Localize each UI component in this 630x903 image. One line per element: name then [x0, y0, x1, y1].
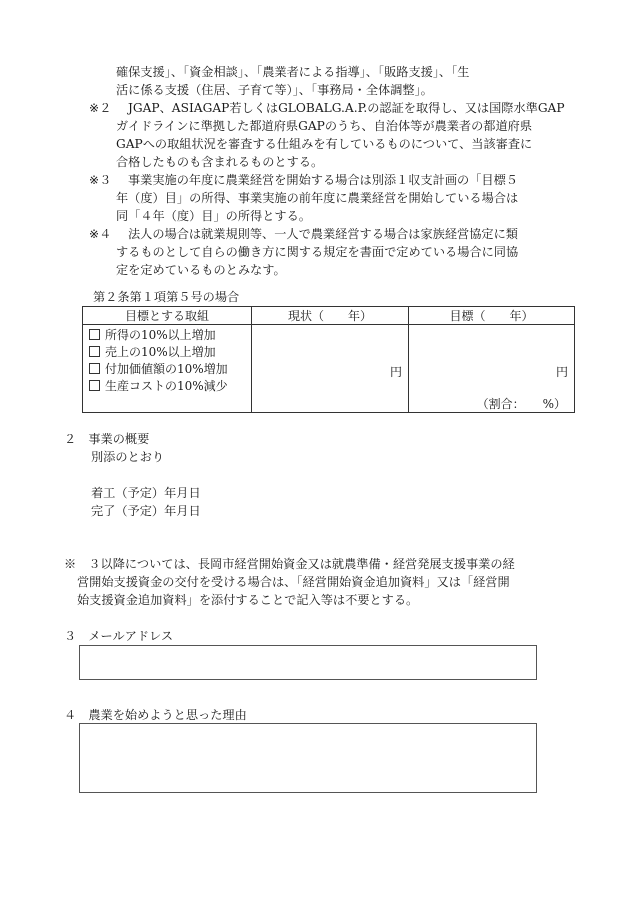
- checkbox-icon[interactable]: [89, 346, 100, 357]
- bottom-note-line-1: ※ ３以降については、長岡市経営開始資金又は就農準備・経営発展支援事業の経: [64, 557, 515, 571]
- section4-heading: ４ 農業を始めようと思った理由: [64, 708, 247, 722]
- note2-line-2: ガイドラインに準拠した都道府県GAPのうち、自治体等が農業者の都道府県: [116, 119, 533, 133]
- bottom-note-line-3: 始支援資金追加資料」を添付することで記入等は不要とする。: [77, 593, 419, 607]
- email-field[interactable]: [79, 645, 537, 680]
- checkbox-icon[interactable]: [89, 329, 100, 340]
- current-value-cell[interactable]: [252, 325, 409, 413]
- note4-line-3: 定を定めているものとみなす。: [116, 263, 286, 277]
- header-target: 目標（ 年）: [409, 307, 575, 325]
- option-cost[interactable]: [89, 378, 228, 394]
- section2-heading: ２ 事業の概要: [64, 432, 150, 446]
- note3-line-3: 同「４年（度）目」の所得とする。: [116, 209, 311, 223]
- note2-line-1: JGAP、ASIAGAP若しくはGLOBALG.A.P.の認証を取得し、又は国際水準GAP: [128, 101, 565, 115]
- note1-line-2: 活に係る支援（住居、子育て等）」、「事務局・全体調整」。: [116, 83, 433, 97]
- option-label: 付加価値額の10%増加: [105, 362, 228, 376]
- bottom-note-line-2: 営開始支援資金の交付を受ける場合は、「経営開始資金追加資料」又は「経営開: [77, 575, 510, 589]
- reason-field[interactable]: [79, 723, 537, 793]
- end-date-label: 完了（予定）年月日: [91, 504, 201, 518]
- note4-mark: ※４: [89, 227, 112, 241]
- target-unit: 円: [555, 365, 568, 379]
- option-income[interactable]: [89, 327, 216, 343]
- note3-line-1: 事業実施の年度に農業経営を開始する場合は別添１収支計画の「目標５: [128, 173, 518, 187]
- goals-table: [82, 306, 575, 413]
- option-label: 生産コストの10%減少: [105, 379, 228, 393]
- option-sales[interactable]: [89, 344, 216, 360]
- note2-line-3: GAPへの取組状況を審査する仕組みを有しているものについて、当該審査に: [116, 137, 533, 151]
- table-caption: 第２条第１項第５号の場合: [93, 290, 240, 304]
- ratio-label: （割合： %）: [476, 397, 566, 411]
- option-label: 所得の10%以上増加: [105, 328, 216, 342]
- table-header-row: [83, 307, 575, 325]
- header-goal-action: 目標とする取組: [83, 307, 252, 325]
- note2-line-4: 合格したものも含まれるものとする。: [116, 155, 324, 169]
- option-label: 売上の10%以上増加: [105, 345, 216, 359]
- header-current: 現状（ 年）: [252, 307, 409, 325]
- current-unit: 円: [389, 365, 402, 379]
- options-cell: [83, 325, 252, 413]
- note3-line-2: 年（度）目」の所得、事業実施の前年度に農業経営を開始している場合は: [116, 191, 519, 205]
- note1-line-1: 確保支援」、「資金相談」、「農業者による指導」、「販路支援」、「生: [116, 65, 470, 79]
- checkbox-icon[interactable]: [89, 380, 100, 391]
- note4-line-1: 法人の場合は就業規則等、一人で農業経営する場合は家族経営協定に類: [128, 227, 518, 241]
- section2-body: 別添のとおり: [91, 450, 165, 464]
- section3-heading: ３ メールアドレス: [64, 629, 174, 643]
- note2-mark: ※２: [89, 101, 112, 115]
- checkbox-icon[interactable]: [89, 363, 100, 374]
- table-body-row: [83, 325, 575, 413]
- option-added-value[interactable]: [89, 361, 228, 377]
- note4-line-2: するものとして自らの働き方に関する規定を書面で定めている場合に同協: [116, 245, 519, 259]
- start-date-label: 着工（予定）年月日: [91, 486, 201, 500]
- target-value-cell[interactable]: [409, 325, 575, 413]
- note3-mark: ※３: [89, 173, 112, 187]
